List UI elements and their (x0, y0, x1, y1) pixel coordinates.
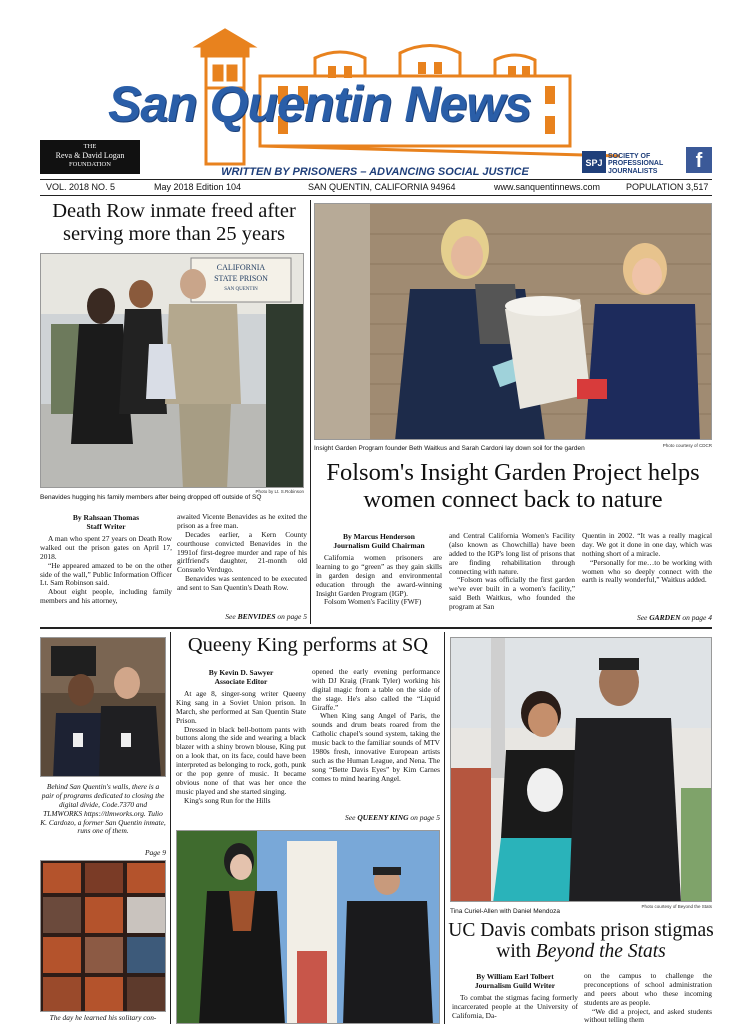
code7370-caption: Behind San Quentin's walls, there is a pair of programs dedicated to closing the digital divide, Code.7370 and TLMWORKS https://tlmworks.org. Tulio K. Cardozo, a former San Quentin inmate, runs one of them. (40, 782, 166, 836)
queeny-para: King's song Run for the Hills (184, 795, 271, 805)
spj-line-1: SOCIETY OF (608, 153, 651, 160)
ucdavis-caption: Tina Curiel-Allen with Daniel Mendoza (450, 908, 560, 915)
garden-para: Folsom Women's Facility (FWF) (324, 597, 422, 607)
death-row-para: About eight people, including family members and his attorney, (40, 587, 172, 606)
garden-caption: Insight Garden Program founder Beth Waitkus and Sarah Cardoni lay down soil for the garden (314, 445, 585, 452)
code7370-page-ref[interactable]: Page 9 (144, 848, 166, 857)
death-row-para: Benavides was sentenced to be executed and sent to San Quentin's Death Row. (177, 574, 307, 592)
ucdavis-byline-role: Journalism Guild Writer (474, 981, 556, 990)
ucdavis-byline-name: By William Earl Tolbert (476, 972, 554, 981)
column-rule (170, 632, 171, 1024)
garden-photo-credit: Photo courtesy of CDCR (662, 443, 712, 448)
section-rule (40, 627, 712, 629)
spj-logo (582, 151, 682, 175)
garden-headline: Folsom's Insight Garden Project helps women connect back to nature (326, 459, 700, 513)
foundation-word: FOUNDATION (69, 161, 111, 169)
website: www.sanquentinnews.com (494, 182, 601, 192)
death-row-photo-credit: Photo by Lt. S.Robinson (255, 489, 304, 494)
solitary-caption: The day he learned his solitary con- (49, 1013, 157, 1022)
sign-line-2: STATE PRISON (214, 274, 268, 283)
death-row-caption: Benavides hugging his family members after being dropped off outside of SQ (40, 494, 262, 501)
spj-line-3: JOURNALISTS (608, 167, 658, 175)
garden-jump[interactable]: See GARDEN on page 4 (636, 613, 712, 622)
garden-photo (314, 203, 712, 440)
location: SAN QUENTIN, CALIFORNIA 94964 (308, 182, 456, 192)
facebook-icon[interactable]: f (686, 147, 712, 173)
volume: VOL. 2018 NO. 5 (46, 182, 116, 192)
garden-col-3 (582, 532, 712, 585)
ucdavis-para: on the campus to challenge the preconceptions of school administration and peers about who these incoming students are as people. (584, 971, 712, 1007)
death-row-para: “He appeared amazed to be on the other side of the wall,” Public Information Officer Lt. Sam Robinson said. (40, 560, 172, 588)
garden-byline-role: Journalism Guild Chairman (333, 541, 425, 550)
garden-para: and Central California Women's Facility (also known as Chowchilla) have been added to the IGP's long list of prisons that are finding rehabilitation through connecting with nature. (449, 531, 575, 576)
spj-abbr: SPJ (585, 158, 603, 168)
garden-col-1 (316, 532, 442, 607)
sign-line-3: SAN QUENTIN (224, 287, 258, 292)
spj-icon (582, 151, 606, 173)
death-row-headline: Death Row inmate freed after serving more than 25 years (52, 200, 296, 245)
top-rule (40, 179, 712, 180)
ucdavis-headline: UC Davis combats prison stigmas with Beyond the Stats (448, 920, 714, 963)
queeny-para: opened the early evening performance with DJ Kraig (Frank Tyler) working his digital magic from a table on the side of the stage. He's also called the “Liquid Giraffe.” (312, 667, 440, 712)
queeny-col-1 (176, 668, 306, 805)
queeny-jump[interactable]: See QUEENY KING on page 5 (345, 813, 440, 822)
death-row-col-1 (40, 513, 172, 606)
death-row-col-2 (177, 513, 307, 593)
death-row-para: A man who spent 27 years on Death Row walked out the prison gates on April 17, 2018. (40, 534, 172, 561)
ucdavis-headline-italic: Beyond the Stats (535, 941, 666, 963)
foundation-name: Reva & David Logan (55, 151, 125, 161)
garden-para: “Folsom was officially the first garden we've ever built in a women's facility,” said Beth Waitkus, who founded the program at San (449, 575, 575, 611)
death-row-para: awaited Vicente Benavides as he exited the prison as a free man. (177, 512, 307, 530)
column-rule (444, 632, 445, 1024)
ucdavis-photo (450, 637, 712, 902)
edition: May 2018 Edition 104 (154, 182, 242, 192)
queeny-col-2 (312, 668, 440, 783)
spj-line-2: PROFESSIONAL (608, 160, 664, 168)
garden-byline-name: By Marcus Henderson (343, 532, 415, 541)
death-row-byline-role: Staff Writer (86, 522, 126, 531)
population: POPULATION 3,517 (626, 182, 709, 192)
queeny-byline-role: Associate Editor (214, 677, 268, 686)
queeny-para: At age 8, singer-song writer Queeny King sang in a Soviet Union prison. In March, she performed at San Quentin State Prison. (176, 689, 306, 725)
queeny-photo (176, 830, 440, 1024)
ucdavis-para: To combat the stigmas facing formerly incarcerated people at the University of California, Da- (452, 993, 578, 1020)
queeny-para: Dressed in black bell-bottom pants with buttons along the side and wearing a black blazer with a shiny brown blouse, King put on a look that, on its face, could have been interpreted as belonging to rock, goth, punk or the pop genre of music. It became obvious none of that was her once the music played and she started singing. (176, 724, 306, 796)
queeny-headline: Queeny King performs at SQ (187, 634, 429, 656)
ucdavis-col-2 (584, 972, 712, 1024)
solitary-photo-collage (40, 860, 166, 1012)
logan-foundation-logo (40, 140, 140, 174)
death-row-photo (40, 253, 304, 488)
garden-para: Quentin in 2002. “It was a really magical day. We got it done in one day, which was nothing short of a miracle. (582, 531, 712, 558)
queeny-para: When King sang Angel of Paris, the sounds and drum beats roared from the Catholic chapel's sound system, taking the music back to the familiar sounds of MTV 1980s fresh, innovative European artists such as the Human League, and Nena. The song “Bette Davis Eyes” by Kim Carnes comes to mind hearing Angel. (312, 711, 440, 783)
garden-col-2 (449, 532, 575, 612)
ucdavis-para: “We did a project, and asked students without telling them (584, 1006, 712, 1024)
garden-para: “Personally for me…to be working with women who so deeply connect with the earth is really wonderful,” Waitkus added. (582, 557, 712, 585)
info-rule (40, 195, 712, 196)
queeny-byline-name: By Kevin D. Sawyer (208, 668, 274, 677)
sign-line-1: CALIFORNIA (216, 263, 266, 272)
tagline: WRITTEN BY PRISONERS – ADVANCING SOCIAL JUSTICE (221, 166, 529, 178)
newspaper-title: San Quentin News (108, 76, 531, 132)
info-bar (42, 181, 712, 195)
ucdavis-photo-credit: Photo courtesy of Beyond the Stats (641, 904, 712, 909)
death-row-jump[interactable]: See BENVIDES on page 5 (225, 612, 307, 621)
foundation-the: THE (83, 143, 97, 150)
death-row-byline-name: By Rahsaan Thomas (72, 513, 140, 522)
garden-para: California women prisoners are learning to go “green” as they gain skills in garden design and environmental education through the award-winning Insight Garden Program (IGP). (316, 553, 442, 598)
ucdavis-col-1 (452, 972, 578, 1021)
column-rule (310, 200, 311, 624)
code7370-photo (40, 637, 166, 777)
death-row-para: Decades earlier, a Kern County courthouse convicted Benavides in the 1991of first-degree murder and rape of his girlfriend's daughter, 21-month old Consuelo Verdugo. (177, 529, 307, 575)
